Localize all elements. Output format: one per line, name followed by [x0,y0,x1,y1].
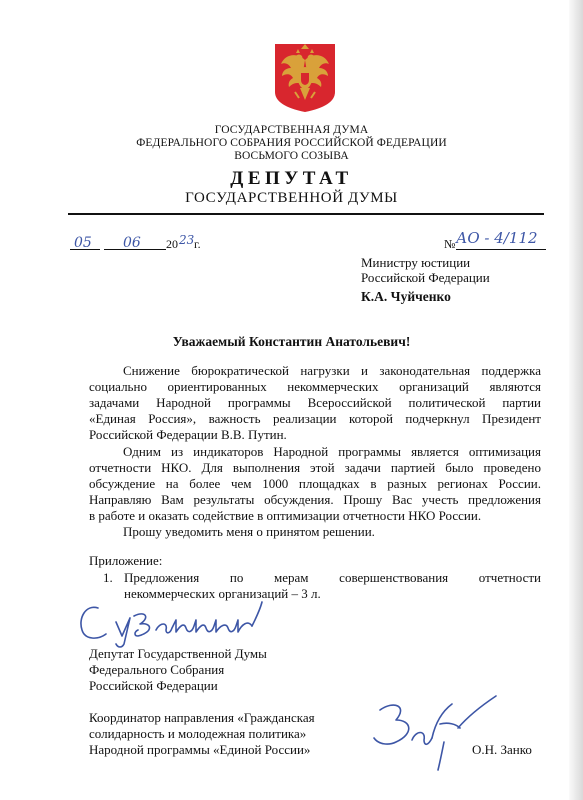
date-day-underline [70,249,100,250]
signatory-role-line: Народной программы «Единой России» [89,742,311,757]
body-p1-line: Российской Федерации В.В. Путин. [89,427,287,442]
signatory-title-line: Российской Федерации [89,678,218,693]
header-divider [68,213,544,215]
handwritten-signature [360,690,500,780]
body-p1-line: «Единая Россия», важность реализации которой подчеркнул Президент [89,411,541,426]
deputy-subtitle: ГОСУДАРСТВЕННОЙ ДУМЫ [185,190,398,206]
page-edge-shadow [569,0,583,800]
date-year-label: г. [194,237,201,251]
signatory-role-line: солидарность и молодежная политика» [89,726,307,741]
date-month: 06 [123,235,141,251]
body-p1-line: социально ориентированных некоммерческих организаций являются [89,379,541,394]
signatory-name: О.Н. Занко [472,742,532,757]
signatory-title-line: Федерального Собрания [89,662,225,677]
salutation: Уважаемый Константин Анатольевич! [172,334,411,349]
date-day: 05 [74,235,92,251]
attachment-item-line: Предложения по мерам совершенствования отчетности [124,570,541,585]
header-line-convocation: ВОСЬМОГО СОЗЫВА [234,150,349,162]
coat-of-arms-emblem [273,42,337,114]
body-p1-line: задачами Народной программы Всероссийской политической партии [89,395,541,410]
body-p3: Прошу уведомить меня о принятом решении. [123,524,375,539]
signatory-title-line: Депутат Государственной Думы [89,646,267,661]
attachment-item-number: 1. [103,570,113,585]
body-p2-line: Направляю Вам результаты обсуждения. Прошу Вас учесть предложения [89,492,541,507]
signatory-role-line: Координатор направления «Гражданская [89,710,315,725]
deputy-title: ДЕПУТАТ [230,168,353,189]
body-p2-line: Одним из индикаторов Народной программы является оптимизация [123,444,541,459]
number-label: № [444,237,456,251]
addressee-position: Министру юстиции [361,255,471,270]
header-line-federal-assembly: ФЕДЕРАЛЬНОГО СОБРАНИЯ РОССИЙСКОЙ ФЕДЕРАЦИИ [136,137,447,149]
date-year-suffix: 23 [179,233,195,247]
addressee-name: К.А. Чуйченко [361,289,451,304]
number-value: АО - 4/112 [456,229,538,247]
addressee-country: Российской Федерации [361,270,490,285]
date-year-prefix: 20 [166,237,178,251]
header-line-duma: ГОСУДАРСТВЕННАЯ ДУМА [214,124,369,136]
number-underline [456,249,546,250]
date-month-underline [104,249,166,250]
body-p2-line: обсуждение на более чем 1000 площадках в разных регионах России. [89,476,541,491]
body-p2-line: в работе и оказать содействие в оптимизации отчетности НКО России. [89,508,482,523]
body-p2-line: отчетности НКО. Для выполнения этой задачи партией было проведено [89,460,541,475]
handwritten-closing [76,596,266,648]
attachment-label: Приложение: [89,553,163,568]
attachment-item-line: некоммерческих организаций – 3 л. [124,586,321,601]
body-p1-line: Снижение бюрократической нагрузки и законодательная поддержка [123,363,541,378]
